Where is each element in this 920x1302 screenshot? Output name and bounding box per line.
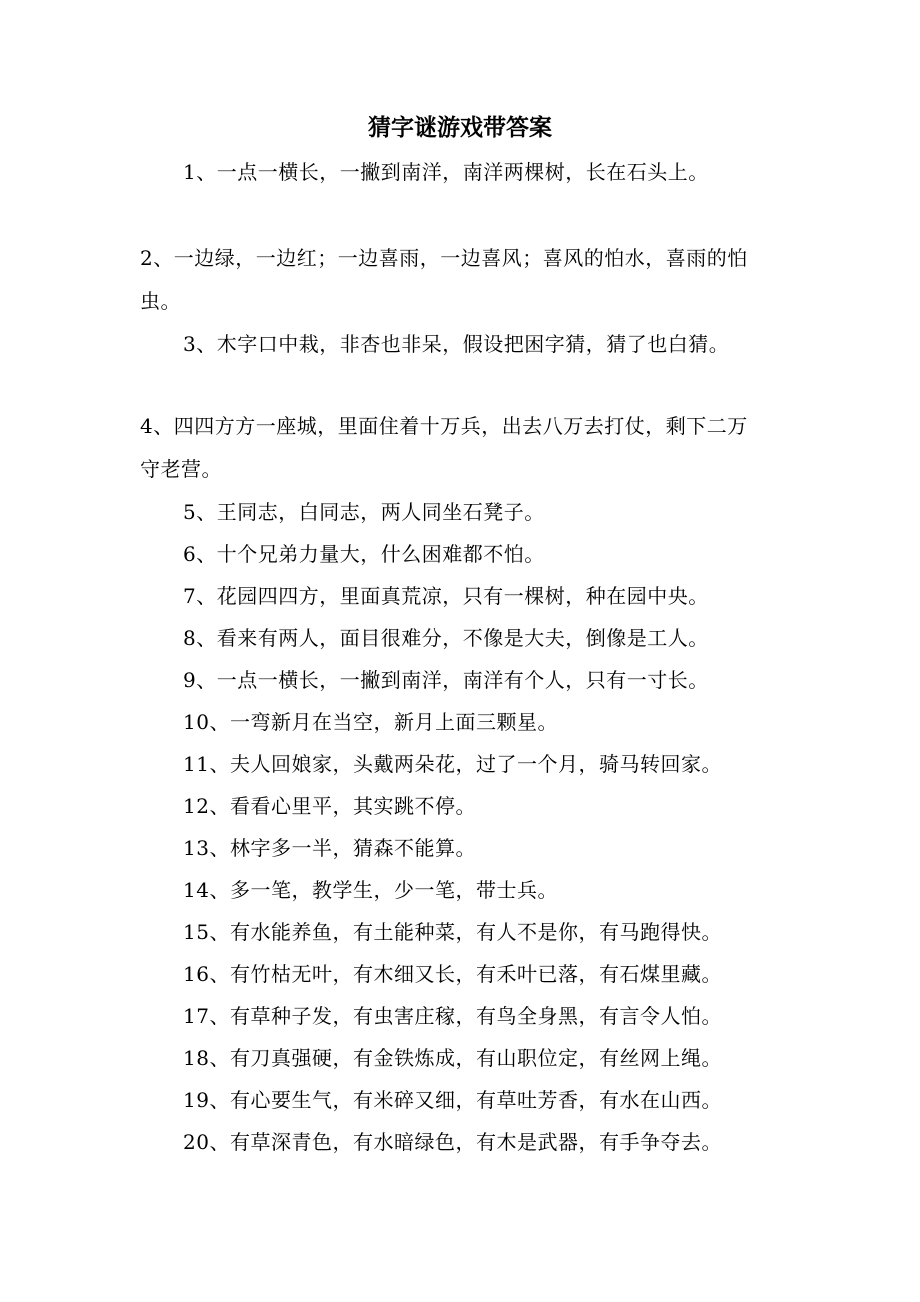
- riddle-11: 11、夫人回娘家，头戴两朵花，过了一个月，骑马转回家。: [183, 752, 722, 776]
- riddle-5: 5、王同志，白同志，两人同坐石凳子。: [183, 500, 545, 524]
- riddle-8: 8、看来有两人，面目很难分，不像是大夫，倒像是工人。: [183, 626, 709, 650]
- riddle-4-continued: 守老营。: [140, 457, 222, 481]
- riddle-16: 16、有竹枯无叶，有木细又长，有禾叶已落，有石煤里藏。: [183, 962, 722, 986]
- riddle-7: 7、花园四四方，里面真荒凉，只有一棵树，种在园中央。: [183, 584, 709, 608]
- riddle-6: 6、十个兄弟力量大，什么困难都不怕。: [183, 542, 545, 566]
- riddle-4: 4、四四方方一座城，里面住着十万兵，出去八万去打仗，剩下二万: [140, 414, 748, 438]
- riddle-1: 1、一点一横长，一撇到南洋，南洋两棵树，长在石头上。: [183, 160, 709, 184]
- riddle-17: 17、有草种子发，有虫害庄稼，有鸟全身黑，有言令人怕。: [183, 1004, 722, 1028]
- riddle-19: 19、有心要生气，有米碎又细，有草吐芳香，有水在山西。: [183, 1088, 722, 1112]
- riddle-10: 10、一弯新月在当空，新月上面三颗星。: [183, 710, 558, 734]
- riddle-2: 2、一边绿，一边红；一边喜雨，一边喜风；喜风的怕水，喜雨的怕: [140, 246, 748, 270]
- riddle-20: 20、有草深青色，有水暗绿色，有木是武器，有手争夺去。: [183, 1130, 722, 1154]
- riddle-14: 14、多一笔，教学生，少一笔，带士兵。: [183, 878, 558, 902]
- riddle-13: 13、林字多一半，猜森不能算。: [183, 836, 476, 860]
- riddle-18: 18、有刀真强硬，有金铁炼成，有山职位定，有丝网上绳。: [183, 1046, 722, 1070]
- riddle-9: 9、一点一横长，一撇到南洋，南洋有个人，只有一寸长。: [183, 668, 709, 692]
- document-title: 猜字谜游戏带答案: [368, 114, 552, 141]
- riddle-12: 12、看看心里平，其实跳不停。: [183, 794, 476, 818]
- riddle-15: 15、有水能养鱼，有土能种菜，有人不是你，有马跑得快。: [183, 920, 722, 944]
- riddle-2-continued: 虫。: [140, 289, 181, 313]
- riddle-3: 3、木字口中栽，非杏也非呆，假设把困字猜，猜了也白猜。: [183, 332, 730, 356]
